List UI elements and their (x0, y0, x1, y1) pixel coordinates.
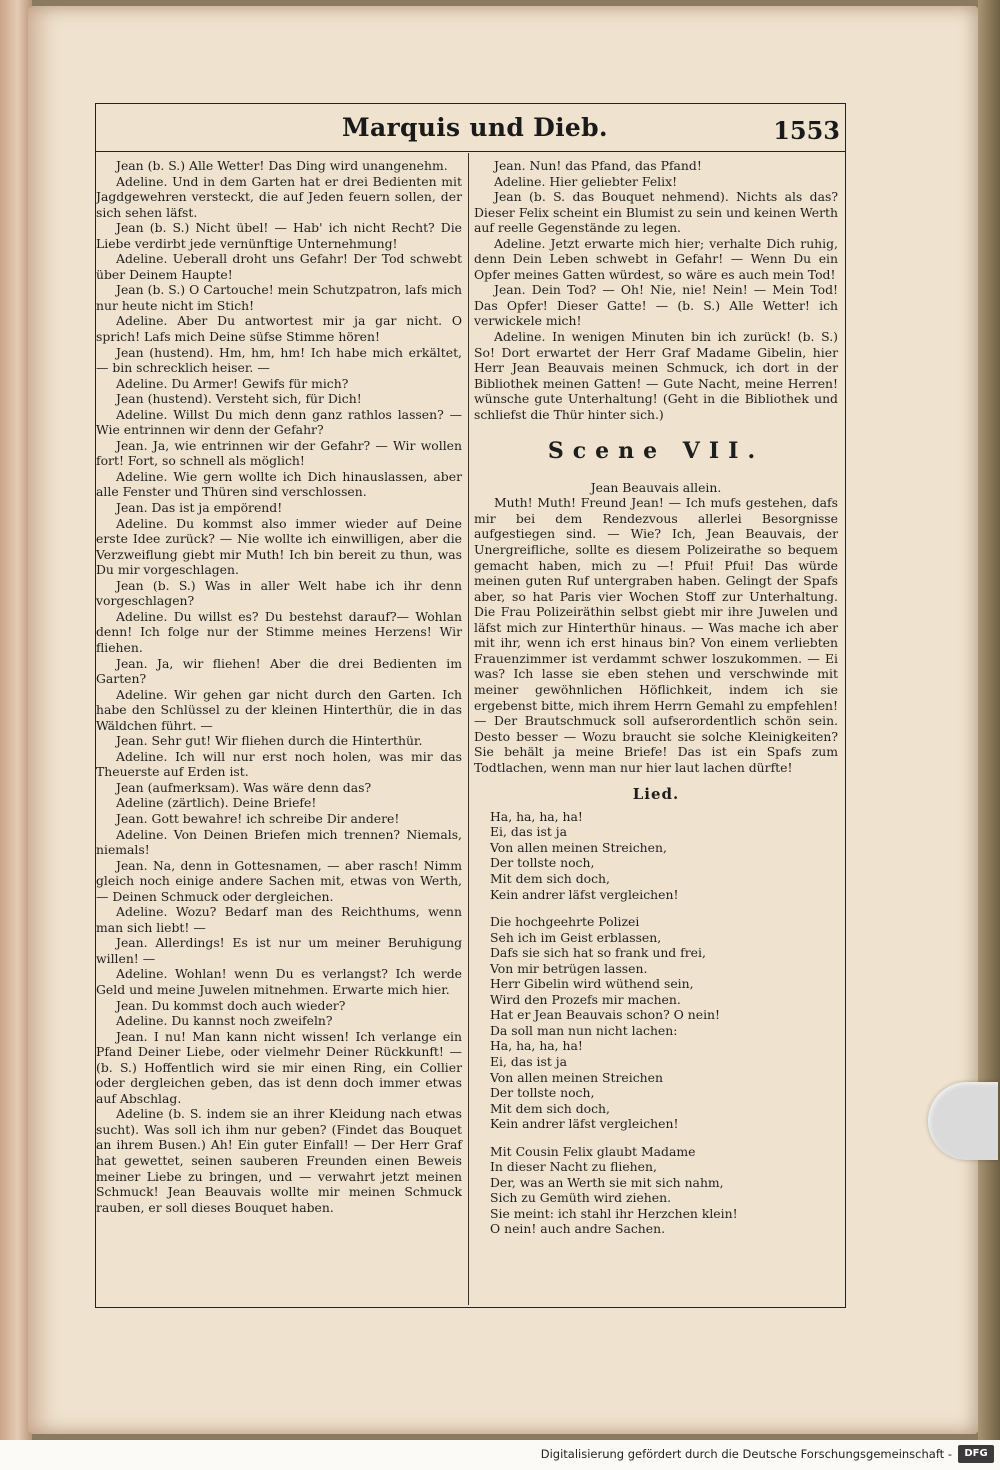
verse-line: Wird den Prozefs mir machen. (490, 991, 681, 1007)
song-heading: Lied. (632, 785, 680, 804)
right-column (474, 158, 838, 1237)
scene-heading: Scene VII. (547, 438, 765, 465)
dialogue-paragraph: Jean (b. S.) Alle Wetter! Das Ding wird unangenehm. (116, 158, 448, 173)
dfg-logo: DFG (958, 1445, 994, 1463)
dialogue-paragraph: Jean. Das ist ja empörend! (116, 500, 283, 516)
verse-line: Da soll man nun nicht lachen: (490, 1022, 678, 1038)
dialogue-paragraph: Adeline (b. S. indem sie an ihrer Kleidung nach etwas sucht). Was soll ich ihm nur geben? (Findet das Bouquet an ihrem Busen.) Ah! Ein guter Einfall! — Der Herr Graf hat gewettet, seinen sauberen Freunden einen Beweis meiner Liebe zu bringen, und — verwahrt jetzt meinen Schmuck! Jean Beauvais wollte mir meinen Schmuck rauben, er soll dieses Bouquet haben. (96, 1106, 462, 1215)
dialogue-paragraph: Jean (aufmerksam). Was wäre denn das? (116, 779, 372, 795)
verse-line: Ha, ha, ha, ha! (490, 808, 583, 824)
right-column-dialogue (474, 158, 838, 422)
dialogue-paragraph: Jean. Ja, wir fliehen! Aber die drei Bedienten im Garten? (96, 655, 462, 687)
dialogue-paragraph: Jean. Na, denn in Gottesnamen, — aber rasch! Nimm gleich noch einige andere Sachen mit, etwas von Werth, — Deinen Schmuck oder dergleichen. (96, 857, 462, 904)
verse-line: Der, was an Werth sie mit sich nahm, (490, 1174, 724, 1190)
verse-line: Kein andrer läfst vergleichen! (490, 1116, 679, 1132)
verse-line: Von allen meinen Streichen, (490, 839, 667, 855)
dialogue-paragraph: Adeline. Ueberall droht uns Gefahr! Der Tod schwebt über Deinem Haupte! (96, 251, 462, 282)
verse-line: Hat er Jean Beauvais schon? O nein! (490, 1007, 720, 1023)
verse-line: Seh ich im Geist erblassen, (490, 929, 662, 945)
dialogue-paragraph: Adeline. Du willst es? Du bestehst darauf?— Wohlan denn! Ich folge nur der Stimme meines Herzens! Wir fliehen. (96, 608, 462, 655)
dialogue-paragraph: Adeline. Aber Du antwortest mir ja gar nicht. O sprich! Lafs mich Deine süfse Stimme hören! (96, 313, 462, 345)
verse-line: Ei, das ist ja (490, 1053, 567, 1069)
verse-line: Sich zu Gemüth wird ziehen. (490, 1190, 672, 1206)
dialogue-paragraph: Jean (b. S. das Bouquet nehmend). Nichts als das? Dieser Felix scheint ein Blumist zu sein und keinen Werth auf reelle Gegenstände zu legen. (474, 189, 838, 236)
verse-line: Kein andrer läfst vergleichen! (490, 886, 679, 902)
verse-line: Mit Cousin Felix glaubt Madame (490, 1143, 696, 1159)
dialogue-paragraph: Adeline. Ich will nur erst noch holen, was mir das Theuerste auf Erden ist. (96, 748, 462, 780)
header-rule (95, 151, 846, 152)
dialogue-paragraph: Adeline. Willst Du mich denn ganz rathlos lassen? — Wie entrinnen wir denn der Gefahr? (96, 406, 462, 438)
verse-line: Mit dem sich doch, (490, 1100, 610, 1116)
dialogue-paragraph: Adeline. Wohlan! wenn Du es verlangst? Ich werde Geld und meine Juwelen mitnehmen. Erwarte mich hier. (96, 966, 462, 997)
song-verse-1 (490, 809, 838, 902)
dialogue-paragraph: Jean. Sehr gut! Wir fliehen durch die Hinterthür. (116, 733, 423, 749)
dialogue-paragraph: Jean. Allerdings! Es ist nur um meiner Beruhigung willen! — (96, 935, 462, 966)
verse-line: Herr Gibelin wird wüthend sein, (490, 976, 694, 992)
verse-line: Mit dem sich doch, (490, 870, 610, 886)
dialogue-paragraph: Adeline. Du kommst also immer wieder auf Deine erste Idee zurück? — Nie wollte ich einwilligen, aber die Verzweiflung giebt mir Muth! Ich bin bereit zu thun, was Du mir vorgeschlagen. (96, 515, 462, 578)
verse-line: Ei, das ist ja (490, 824, 567, 840)
dialogue-paragraph: Adeline. Du kannst noch zweifeln? (116, 1013, 333, 1029)
dialogue-paragraph: Jean. Ja, wie entrinnen wir der Gefahr? — Wir wollen fort! Fort, so schnell als möglich! (96, 437, 462, 469)
dialogue-paragraph: Adeline. Von Deinen Briefen mich trennen? Niemals, niemals! (96, 826, 462, 858)
song-verse-3 (490, 1144, 838, 1237)
column-rule (468, 153, 469, 1305)
running-title: Marquis und Dieb. (342, 113, 608, 142)
dialogue-paragraph: Adeline. Jetzt erwarte mich hier; verhalte Dich ruhig, denn Dein Leben schwebt in Gefahr! — Wenn Du ein Opfer meines Gatten würdest, so wäre es auch mein Tod! (474, 235, 838, 282)
dialogue-paragraph: Adeline. Wir gehen gar nicht durch den Garten. Ich habe den Schlüssel zu der kleinen Hinterthür, die in das Wäldchen führt. — (96, 686, 462, 733)
verse-line: Von allen meinen Streichen (490, 1069, 663, 1085)
verse-line: Die hochgeehrte Polizei (490, 914, 640, 930)
dialogue-paragraph: Adeline. Wozu? Bedarf man des Reichthums, wenn man sich liebt! — (96, 904, 462, 935)
stage-direction: Jean Beauvais allein. (590, 479, 722, 495)
song-verse-2 (490, 914, 838, 1038)
dialogue-paragraph: Jean (hustend). Hm, hm, hm! Ich habe mich erkältet, — bin schrecklich heiser. — (96, 344, 462, 376)
verse-line: Der tollste noch, (490, 1085, 595, 1101)
scanner-tab (928, 1082, 998, 1160)
dialogue-paragraph: Jean. Gott bewahre! ich schreibe Dir andere! (116, 810, 400, 826)
dialogue-paragraph: Adeline. Hier geliebter Felix! (494, 173, 678, 189)
dialogue-paragraph: Adeline. Wie gern wollte ich Dich hinauslassen, aber alle Fenster und Thüren sind verschlossen. (96, 468, 462, 500)
scan-right-edge (978, 0, 1000, 1440)
dialogue-paragraph: Jean. Nun! das Pfand, das Pfand! (494, 158, 702, 173)
dialogue-paragraph: Adeline. In wenigen Minuten bin ich zurück! (b. S.) So! Dort erwartet der Herr Graf Madame Gibelin, hier Herr Jean Beauvais meinen Schmuck, ich dort in der Bibliothek meinen Gatten! — Gute Nacht, meine Herren! wünsche gute Unterhaltung! (Geht in die Bibliothek und schliefst die Thür hinter sich.) (474, 329, 838, 422)
verse-line: Dafs sie sich hat so frank und frei, (490, 945, 706, 961)
left-column (96, 158, 462, 1215)
verse-line: Ha, ha, ha, ha! (490, 1038, 583, 1054)
dialogue-paragraph: Jean (b. S.) O Cartouche! mein Schutzpatron, lafs mich nur heute nicht im Stich! (96, 282, 462, 313)
dialogue-paragraph: Jean (b. S.) Was in aller Welt habe ich ihr denn vorgeschlagen? (96, 577, 462, 609)
dialogue-paragraph: Jean (b. S.) Nicht übel! — Hab' ich nicht Recht? Die Liebe verdirbt jede vernünftige Unternehmung! (96, 220, 462, 251)
footer-credit: Digitalisierung gefördert durch die Deutsche Forschungsgemeinschaft - (540, 1447, 952, 1461)
dialogue-paragraph: Adeline. Und in dem Garten hat er drei Bedienten mit Jagdgewehren versteckt, die auf Jeden feuern sollen, der sich sehen läfst. (96, 173, 462, 220)
verse-line: Von mir betrügen lassen. (490, 960, 648, 976)
verse-line: Sie meint: ich stahl ihr Herzchen klein! (490, 1205, 738, 1221)
dialogue-paragraph: Jean. Du kommst doch auch wieder? (116, 997, 346, 1013)
page-number: 1553 (773, 116, 840, 145)
song-refrain (490, 1038, 838, 1131)
verse-line: O nein! auch andre Sachen. (490, 1221, 666, 1237)
verse-line: In dieser Nacht zu fliehen, (490, 1159, 657, 1175)
dialogue-paragraph: Jean. I nu! Man kann nicht wissen! Ich verlange ein Pfand Deiner Liebe, oder vielmehr Deiner Rückkunft! — (b. S.) Hoffentlich wird sie mir einen Ring, ein Collier oder dergleichen geben, das ist denn doch immer etwas auf Abschlag. (96, 1028, 462, 1106)
dialogue-paragraph: Adeline. Du Armer! Gewifs für mich? (116, 375, 349, 391)
dialogue-paragraph: Jean. Dein Tod? — Oh! Nie, nie! Nein! — Mein Tod! Das Opfer! Dieser Gatte! — (b. S.) Alle Wetter! ich verwickele mich! (474, 282, 838, 329)
verse-line: Der tollste noch, (490, 855, 595, 871)
dialogue-paragraph: Jean (hustend). Versteht sich, für Dich! (116, 391, 362, 407)
dialogue-paragraph: Adeline (zärtlich). Deine Briefe! (116, 795, 317, 811)
monologue: Muth! Muth! Freund Jean! — Ich mufs gestehen, dafs mir bei dem Rendezvous allerlei Besorgnisse aufgestiegen sind. — Wie? Ich, Jean Beauvais, der Unergreifliche, sollte es diesem Polizeirathe so bequem gemacht haben, mich zu —! Pfui! Pfui! Das würde meinen guten Ruf untergraben haben. Gelingt der Spafs aber, so hat Paris vier Wochen Stoff zur Unterhaltung. Die Frau Polizeiräthin selbst giebt mir ihre Juwelen und läfst mich zur Hinterthür hinaus. — Was mache ich aber mit ihr, wenn ich erst hinaus bin? Von einem verliebten Frauenzimmer ist verdammt schwer loszukommen. — Ei was? Ich lasse sie eben stehen und verschwinde mit meiner gewöhnlichen Höflichkeit, indem ich sie ergebenst bitte, mich ihrem Herrn Gemahl zu empfehlen! — Der Brautschmuck soll aufserordentlich schön sein. Desto besser — Wozu braucht sie solche Kleinigkeiten? Sie behält ja meine Briefe! Das ist ein Spafs zum Todtlachen, wenn man nur hier laut lachen dürfte! (474, 495, 838, 775)
